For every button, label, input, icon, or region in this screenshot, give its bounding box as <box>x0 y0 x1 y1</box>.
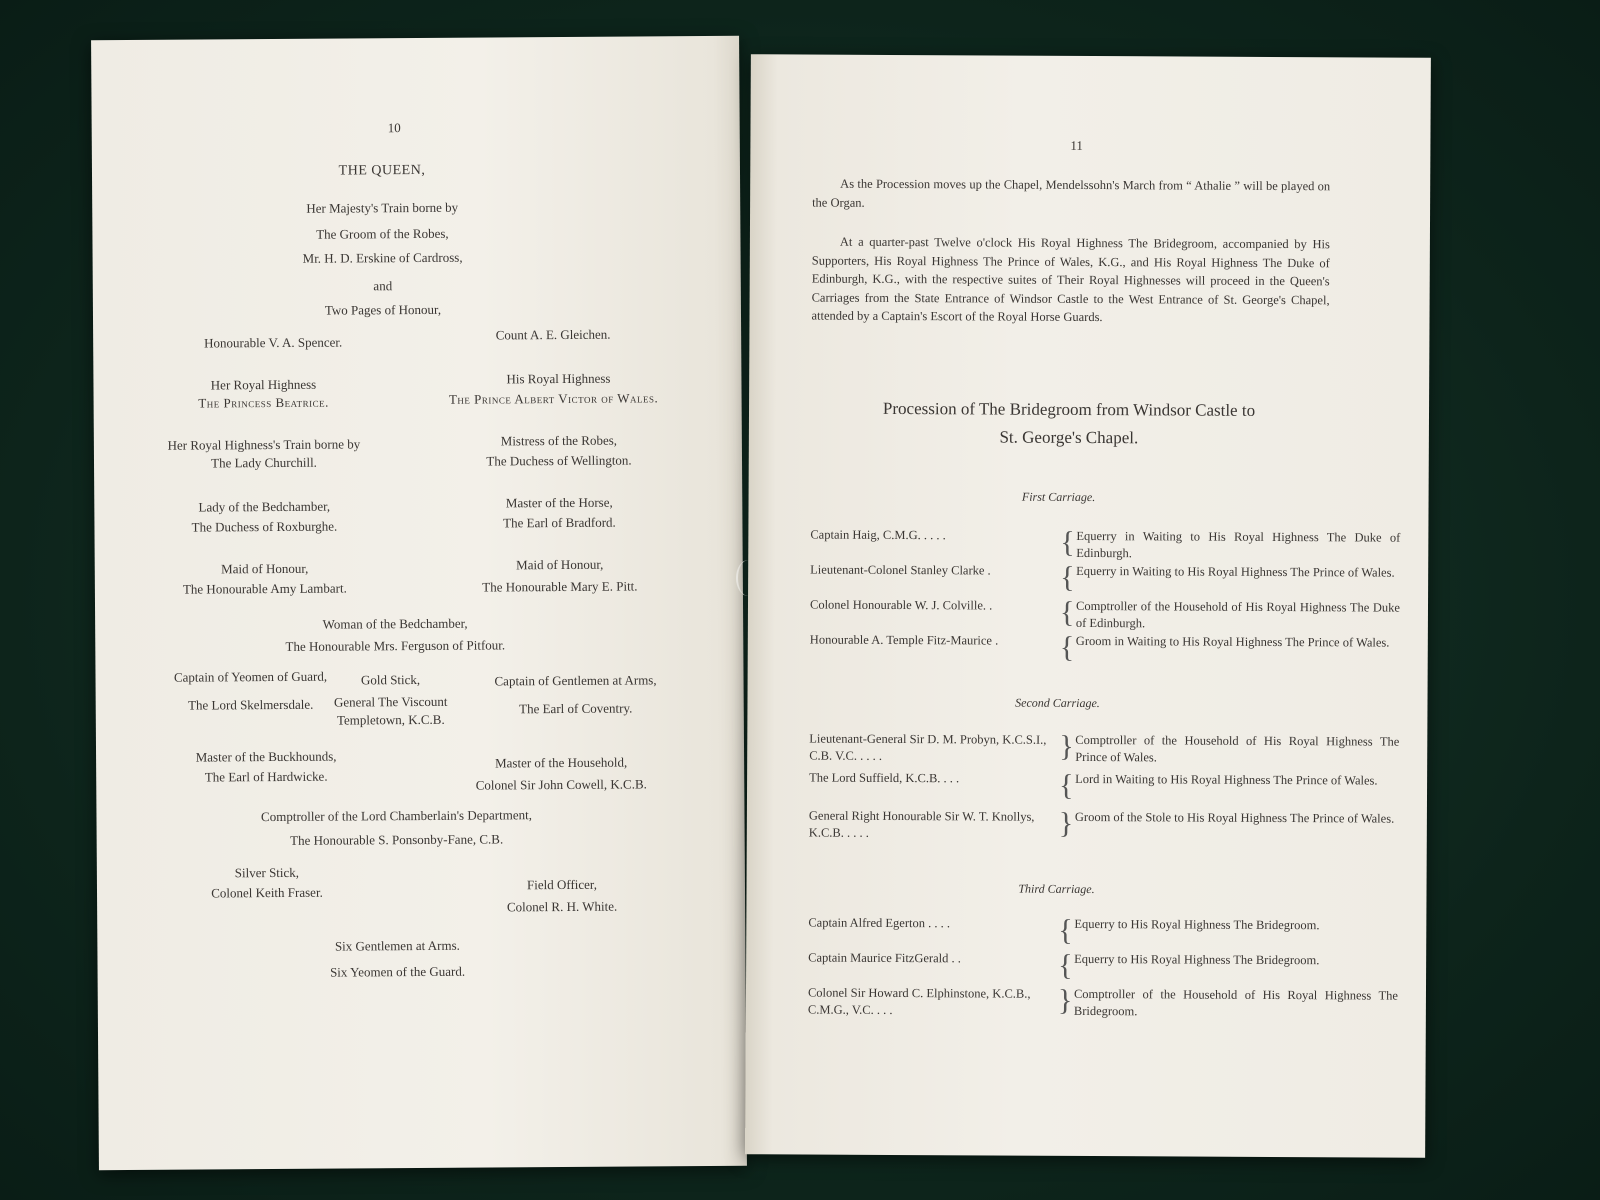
attendant-role: Groom in Waiting to His Royal Highness The Prince of Wales. <box>1075 633 1390 650</box>
train-line-1: Her Majesty's Train borne by <box>306 199 459 216</box>
train-line-3: Mr. H. D. Erskine of Cardross, <box>302 249 463 266</box>
left-page <box>91 36 747 1170</box>
pair-right-title: Mistress of the Robes, <box>500 432 618 449</box>
attendant-name: General Right Honourable Sir W. T. Knollys, K.C.B. . . . . <box>808 808 1035 840</box>
brace-symbol: { <box>1058 768 1074 802</box>
comptroller-name: The Honourable S. Ponsonby-Fane, C.B. <box>290 831 504 848</box>
pair-left-name: The Duchess of Roxburghe. <box>191 518 338 535</box>
household-name: Colonel Sir John Cowell, K.C.B. <box>475 776 647 793</box>
field-officer-name: Colonel R. H. White. <box>506 898 618 915</box>
brace-symbol: { <box>1058 913 1073 947</box>
attendant-name: The Lord Suffield, K.C.B. . . . <box>809 770 960 786</box>
captain-yeomen-title: Captain of Yeomen of Guard, <box>173 668 328 685</box>
attendant-name: Lieutenant-General Sir D. M. Probyn, K.C.S.I., C.B. V.C. . . . . <box>809 731 1047 763</box>
pair-left-name: The Lady Churchill. <box>211 454 317 471</box>
pair-left-name: The Honourable Amy Lambart. <box>182 580 347 597</box>
buckhounds-title: Master of the Buckhounds, <box>195 748 337 765</box>
pair-right-title: Maid of Honour, <box>516 556 604 573</box>
gold-stick-name-2: Templetown, K.C.B. <box>336 711 445 728</box>
right-page <box>745 54 1431 1158</box>
pair-left-name: The Princess Beatrice. <box>198 394 329 411</box>
attendant-name: Colonel Sir Howard C. Elphinstone, K.C.B., C.M.G., V.C. . . . <box>807 985 1031 1017</box>
attendant-role: Comptroller of the Household of His Royal Highness The Bridegroom. <box>1073 986 1399 1019</box>
pair-left-title: Maid of Honour, <box>221 560 309 577</box>
brace-symbol: } <box>1057 983 1073 1017</box>
captain-yeomen-name: The Lord Skelmersdale. <box>188 696 314 713</box>
pair-right-name: The Earl of Bradford. <box>503 514 616 531</box>
carriage-row <box>809 770 1399 809</box>
pair-right-title: His Royal Highness <box>506 370 611 387</box>
carriage-row <box>809 731 1399 770</box>
page-number: 10 <box>387 120 401 136</box>
attendant-role: Lord in Waiting to His Royal Highness The Prince of Wales. <box>1075 771 1378 788</box>
procession-title-line-1: Procession of The Bridegroom from Windsor Castle to <box>882 398 1256 420</box>
household-title: Master of the Household, <box>494 754 628 771</box>
train-line-4: and <box>373 278 393 294</box>
closing-line-2: Six Yeomen of the Guard. <box>329 963 466 980</box>
buckhounds-name: The Earl of Hardwicke. <box>204 768 328 785</box>
attendant-name: Lieutenant-Colonel Stanley Clarke . <box>810 562 991 578</box>
brace-symbol: { <box>1059 595 1075 629</box>
pair-right-title: Master of the Horse, <box>505 494 613 511</box>
attendant-name: Captain Alfred Egerton . . . . <box>808 915 951 931</box>
pair-right-name: The Prince Albert Victor of Wales. <box>448 390 659 407</box>
pair-left-title: Her Royal Highness's Train borne by <box>167 436 361 453</box>
carriage-row <box>808 950 1398 989</box>
carriage-row <box>809 808 1399 847</box>
attendant-name: Captain Maurice FitzGerald . . <box>808 950 961 966</box>
carriage-label: First Carriage. <box>1021 489 1096 505</box>
attendant-role: Equerry in Waiting to His Royal Highness The Duke of Edinburgh. <box>1076 528 1401 561</box>
brace-symbol: { <box>1059 630 1075 664</box>
paragraph-bridegroom: At a quarter-past Twelve o'clock His Royal Highness The Bridegroom, accompanied by His Supporters, His Royal Highness The Prince of Wales, K.G., and His Royal Highness The Duke of Edinburgh, K.G., with the respective suites of Their Royal Highnesses will proceed in the Queen's Carriages from the State Entrance of Windsor Castle to the West Entrance of St. George's Chapel, attended by a Captain's Escort of the Royal Horse Guards. <box>811 234 1330 325</box>
pair-left-title: Lady of the Bedchamber, <box>198 498 331 515</box>
attendant-role: Comptroller of the Household of His Royal Highness The Duke of Edinburgh. <box>1075 598 1401 631</box>
carriage-row <box>810 632 1400 671</box>
brace-symbol: } <box>1058 806 1074 840</box>
attendant-name: Colonel Honourable W. J. Colville. . <box>809 597 993 613</box>
silver-stick-name: Colonel Keith Fraser. <box>211 884 323 901</box>
gold-stick-title: Gold Stick, <box>360 671 421 688</box>
train-line-2: The Groom of the Robes, <box>316 225 449 242</box>
silver-stick-title: Silver Stick, <box>234 864 300 881</box>
attendant-role: Equerry in Waiting to His Royal Highness The Prince of Wales. <box>1076 563 1395 580</box>
pair-right-name: The Duchess of Wellington. <box>486 452 632 469</box>
heading-the-queen: THE QUEEN, <box>338 162 426 179</box>
woman-bedchamber-name: The Honourable Mrs. Ferguson of Pitfour. <box>285 637 506 654</box>
train-line-5: Two Pages of Honour, <box>324 301 442 318</box>
carriage-row <box>810 597 1400 636</box>
captain-gentlemen-title: Captain of Gentlemen at Arms, <box>494 672 657 689</box>
page-of-honour-left: Honourable V. A. Spencer. <box>204 334 343 351</box>
field-officer-title: Field Officer, <box>526 876 598 893</box>
attendant-name: Honourable A. Temple Fitz-Maurice . <box>809 632 999 648</box>
pair-right-name: The Honourable Mary E. Pitt. <box>482 578 638 595</box>
captain-gentlemen-name: The Earl of Coventry. <box>519 700 633 717</box>
carriage-row <box>808 915 1398 954</box>
gold-stick-name-1: General The Viscount <box>333 693 448 710</box>
woman-bedchamber-title: Woman of the Bedchamber, <box>322 615 468 632</box>
carriage-label: Third Carriage. <box>1018 881 1095 897</box>
comptroller-title: Comptroller of the Lord Chamberlain's Department, <box>260 807 533 825</box>
closing-line-1: Six Gentlemen at Arms. <box>334 937 460 954</box>
paragraph-march: As the Procession moves up the Chapel, Mendelssohn's March from “ Athalie ” will be played on the Organ. <box>812 176 1331 210</box>
brace-symbol: { <box>1060 560 1075 594</box>
attendant-name: Captain Haig, C.M.G. . . . . <box>810 527 946 543</box>
carriage-row <box>810 562 1400 601</box>
carriage-row <box>810 527 1400 566</box>
attendant-role: Equerry to His Royal Highness The Bridegroom. <box>1074 916 1320 933</box>
attendant-role: Equerry to His Royal Highness The Bridegroom. <box>1074 951 1320 968</box>
page-number: 11 <box>1070 137 1083 153</box>
brace-symbol: } <box>1059 729 1074 763</box>
procession-title-line-2: St. George's Chapel. <box>999 427 1139 448</box>
brace-symbol: { <box>1058 948 1073 982</box>
pair-left-title: Her Royal Highness <box>210 376 317 393</box>
carriage-label: Second Carriage. <box>1015 695 1100 711</box>
page-of-honour-right: Count A. E. Gleichen. <box>495 326 611 343</box>
brace-symbol: { <box>1060 525 1075 559</box>
attendant-role: Comptroller of the Household of His Royal Highness The Prince of Wales. <box>1075 732 1400 765</box>
carriage-row <box>808 985 1398 1024</box>
attendant-role: Groom of the Stole to His Royal Highness The Prince of Wales. <box>1074 809 1395 826</box>
